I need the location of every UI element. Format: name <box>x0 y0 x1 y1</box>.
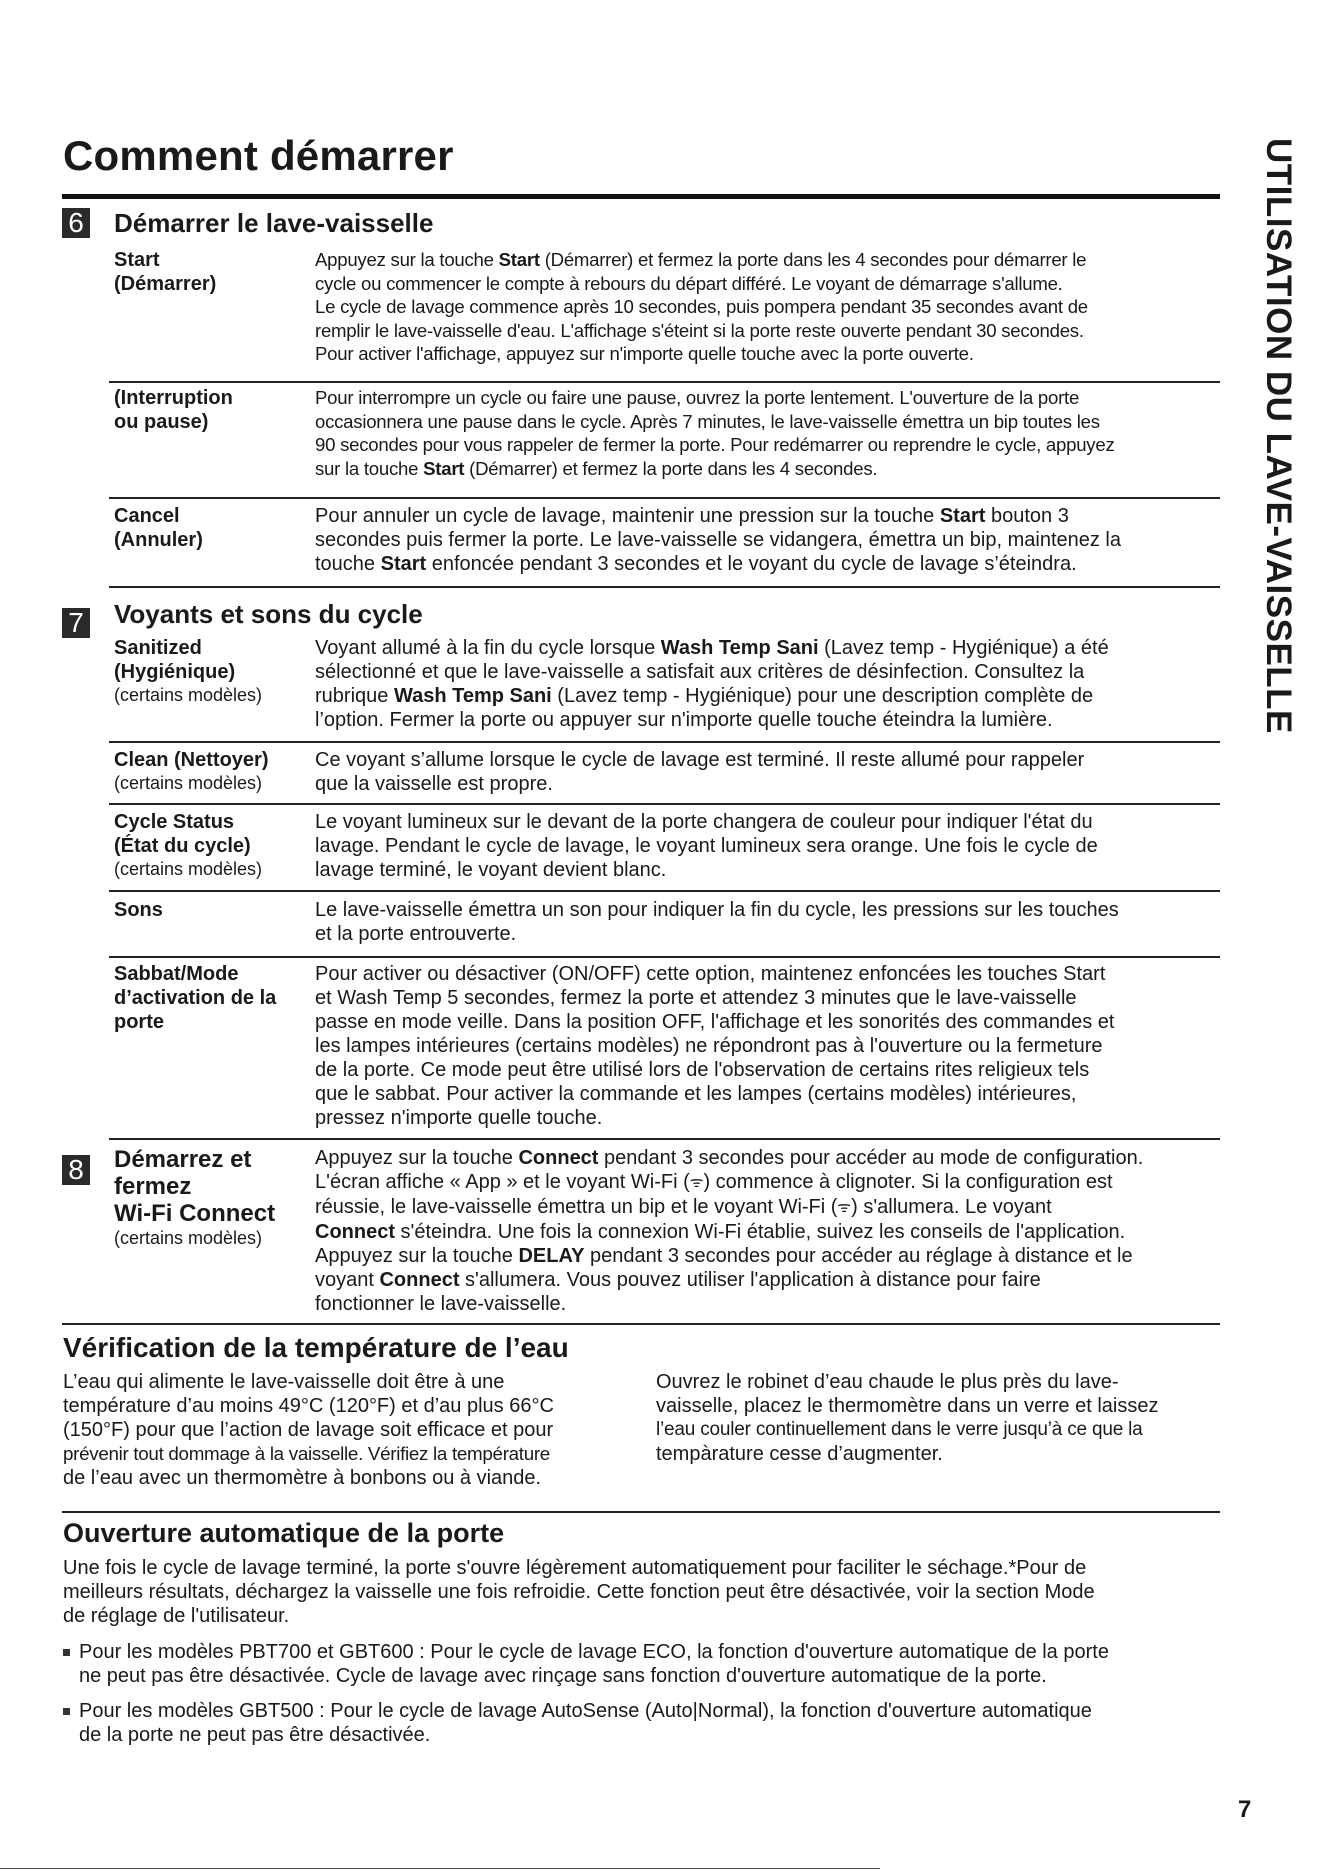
term: Démarrez et fermez Wi-Fi Connect (certains modèles) <box>114 1146 276 1248</box>
water-temp-right-paragraph: Ouvrez le robinet d’eau chaude le plus près du lave- vaisselle, placez le thermomètre dans un verre et laissez l’eau couler continuellement dans le verre jusqu’à ce que la tempàrature cesse d’augmenter. <box>656 1371 1159 1465</box>
section-divider <box>109 586 1220 588</box>
definition-row-interruption <box>114 386 1220 482</box>
section-divider <box>109 1138 1220 1140</box>
auto-door-paragraph: Une fois le cycle de lavage terminé, la porte s'ouvre légèrement automatiquement pour faciliter le séchage.*Pour de meilleurs résultats, déchargez la vaisselle une fois refroidie. Cette fonction peut être désactivée, voir la section Mode de réglage de l'utilisateur. <box>63 1557 1095 1627</box>
water-temp-left-paragraph: L’eau qui alimente le lave-vaisselle doit être à une température d’au moins 49°C (120°F) et d’au plus 66°C (150°F) pour que l’action de lavage soit efficace et pour prévenir tout dommage à la vaisselle. Vérifiez la température de l’eau avec un thermomètre à bonbons ou à viande. <box>63 1371 554 1489</box>
wifi-icon: ᯤ <box>837 1199 852 1216</box>
term: (Interruption ou pause) <box>114 387 233 433</box>
term: Sanitized (Hygiénique) (certains modèles) <box>114 637 263 705</box>
bullet-icon <box>63 1708 70 1715</box>
term: Sabbat/Mode d’activation de la porte <box>114 963 277 1033</box>
title-rule <box>62 194 1220 199</box>
description: Pour annuler un cycle de lavage, maintenir une pression sur la touche Start bouton 3 secondes puis fermer la porte. Le lave-vaisselle se vidangera, émettra un bip, maintenez la touche Start enfoncée pendant 3 secondes et le voyant du cycle de lavage s’éteindra. <box>315 505 1121 575</box>
auto-door-heading: Ouverture automatique de la porte <box>63 1518 505 1548</box>
row-divider <box>109 803 1220 805</box>
water-temp-heading: Vérification de la température de l’eau <box>63 1332 569 1363</box>
term: Start (Démarrer) <box>114 249 217 295</box>
definition-row-start <box>114 248 1220 368</box>
list-item: Pour les modèles PBT700 et GBT600 : Pour le cycle de lavage ECO, la fonction d'ouverture automatique de la porte ne peut pas être désactivée. Cycle de lavage avec rinçage sans fonction d'ouverture automatique de la porte. <box>63 1640 1233 1688</box>
section-divider <box>62 1323 1220 1325</box>
description: Appuyez sur la touche Connect pendant 3 secondes pour accéder au mode de configuration. L'écran affiche « App » et le voyant Wi-Fi (ᯤ) commence à clignoter. Si la configuration est réussie, le lave-vaisselle émettra un bip et le voyant Wi-Fi (ᯤ) s'allumera. Le voyant Connect s'éteindra. Une fois la connexion Wi-Fi établie, suivez les conseils de l'application. Appuyez sur la touche DELAY pendant 3 secondes pour accéder au réglage à distance et le voyant Connect s'allumera. Vous pouvez utiliser l'application à distance pour faire fonctionner le lave-vaisselle. <box>315 1147 1144 1315</box>
definition-row-sabbat <box>114 962 1220 1130</box>
step-number-8: 8 <box>62 1155 90 1185</box>
description: Voyant allumé à la fin du cycle lorsque Wash Temp Sani (Lavez temp - Hygiénique) a été sélectionné et que le lave-vaisselle a satisfait aux critères de désinfection. Consultez la rubrique Wash Temp Sani (Lavez temp - Hygiénique) pour une description complète de l’option. Fermer la porte ou appuyer sur n'importe quelle touche éteindra la lumière. <box>315 637 1109 731</box>
definition-row-clean <box>114 748 1220 796</box>
row-divider <box>109 741 1220 743</box>
description: Pour activer ou désactiver (ON/OFF) cette option, maintenez enfoncées les touches Start et Wash Temp 5 secondes, fermez la porte et attendez 3 minutes que le lave-vaisselle passe en mode veille. Dans la position OFF, l'affichage et les sonorités des commandes et les lampes intérieures (certains modèles) ne répondront pas à l'ouverture ou la fermeture de la porte. Ce mode peut être utilisé lors de l'observation de certains rites religieux tels que le sabbat. Pour activer la commande et les lampes (certains modèles) intérieures, pressez n'importe quelle touche. <box>315 963 1115 1129</box>
row-divider <box>109 381 1220 383</box>
page-title: Comment démarrer <box>63 132 454 179</box>
description: Le voyant lumineux sur le devant de la porte changera de couleur pour indiquer l'état du lavage. Pendant le cycle de lavage, le voyant lumineux sera orange. Une fois le cycle de lavage terminé, le voyant devient blanc. <box>315 811 1098 881</box>
definition-row-cancel <box>114 504 1220 576</box>
term: Clean (Nettoyer) (certains modèles) <box>114 749 269 793</box>
page-number: 7 <box>1238 1796 1252 1823</box>
wifi-icon: ᯤ <box>689 1174 704 1191</box>
section-divider <box>62 1511 1220 1513</box>
list-item: Pour les modèles GBT500 : Pour le cycle de lavage AutoSense (Auto|Normal), la fonction d'ouverture automatique de la porte ne peut pas être désactivée. <box>63 1699 1233 1747</box>
definition-row-sons <box>114 898 1220 946</box>
step-number-6: 6 <box>62 208 90 238</box>
section-title-7: Voyants et sons du cycle <box>114 599 423 629</box>
row-divider <box>109 890 1220 892</box>
description: Le lave-vaisselle émettra un son pour indiquer la fin du cycle, les pressions sur les touches et la porte entrouverte. <box>315 899 1119 945</box>
bullet-icon <box>63 1649 70 1656</box>
description: Pour interrompre un cycle ou faire une pause, ouvrez la porte lentement. L'ouverture de la porte occasionnera une pause dans le cycle. Après 7 minutes, le lave-vaisselle émettra un bip toutes les 90 secondes pour vous rappeler de fermer la porte. Pour redémarrer ou reprendre le cycle, appuyez sur la touche Start (Démarrer) et fermez la porte dans les 4 secondes. <box>315 387 1115 479</box>
definition-row-wifi-connect <box>114 1146 1220 1314</box>
definition-row-sanitized <box>114 636 1220 732</box>
term: Cancel (Annuler) <box>114 505 203 551</box>
side-section-label: UTILISATION DU LAVE-VAISSELLE <box>1259 138 1298 734</box>
row-divider <box>109 956 1220 958</box>
term: Sons <box>114 899 163 921</box>
footer-rule <box>0 1868 880 1869</box>
definition-row-cycle-status <box>114 810 1220 882</box>
step-number-7: 7 <box>62 608 90 638</box>
term: Cycle Status (État du cycle) (certains modèles) <box>114 811 263 879</box>
description: Ce voyant s’allume lorsque le cycle de lavage est terminé. Il reste allumé pour rappeler que la vaisselle est propre. <box>315 749 1085 795</box>
description: Appuyez sur la touche Start (Démarrer) et fermez la porte dans les 4 secondes pour démarrer le cycle ou commencer le compte à rebours du départ différé. Le voyant de démarrage s'allume. Le cycle de lavage commence après 10 secondes, puis pompera pendant 35 secondes avant de remplir le lave-vaisselle d'eau. L'affichage s'éteint si la porte reste ouverte pendant 30 secondes. Pour activer l'affichage, appuyez sur n'importe quelle touche avec la porte ouverte. <box>315 249 1088 364</box>
row-divider <box>109 497 1220 499</box>
section-title-6: Démarrer le lave-vaisselle <box>114 208 434 238</box>
